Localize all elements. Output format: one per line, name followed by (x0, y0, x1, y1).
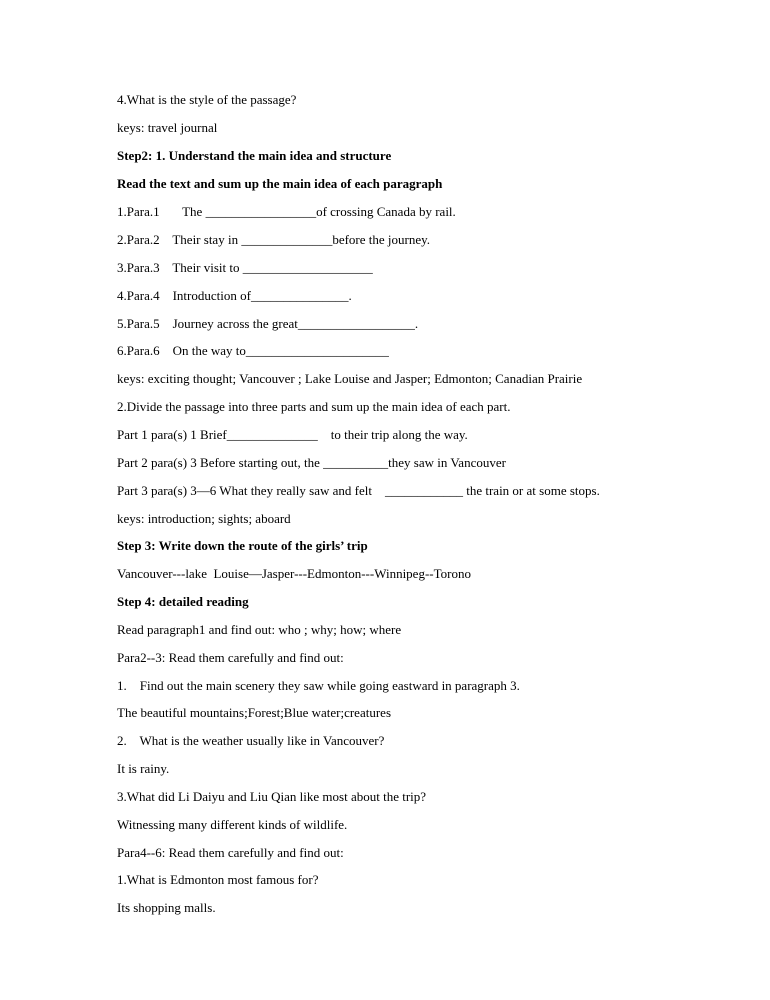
para-4-item: 4.Para.4 Introduction of_______________. (117, 288, 352, 303)
question-liked-most: 3.What did Li Daiyu and Liu Qian like most about the trip? (117, 789, 427, 804)
step2-heading: Step2: 1. Understand the main idea and structure (117, 148, 392, 163)
para4-6-instruction: Para4--6: Read them carefully and find out: (117, 845, 344, 860)
para-2-item: 2.Para.2 Their stay in ______________before the journey. (117, 232, 431, 247)
part-2-item: Part 2 para(s) 3 Before starting out, the __________they saw in Vancouver (117, 455, 506, 470)
divide-passage-instruction: 2.Divide the passage into three parts and sum up the main idea of each part. (117, 399, 511, 414)
keys-paragraphs: keys: exciting thought; Vancouver ; Lake Louise and Jasper; Edmonton; Canadian Prairie (117, 371, 583, 386)
route-text: Vancouver---lake Louise—Jasper---Edmonton---Winnipeg--Torono (117, 566, 471, 581)
answer-scenery: The beautiful mountains;Forest;Blue water;creatures (117, 705, 391, 720)
para-6-item: 6.Para.6 On the way to______________________ (117, 343, 389, 358)
step4-heading: Step 4: detailed reading (117, 594, 249, 609)
para-1-item: 1.Para.1 The _________________of crossing Canada by rail. (117, 204, 456, 219)
step3-heading: Step 3: Write down the route of the girls’ trip (117, 538, 368, 553)
question-weather: 2. What is the weather usually like in Vancouver? (117, 733, 385, 748)
key-travel-journal: keys: travel journal (117, 120, 218, 135)
main-idea-instruction: Read the text and sum up the main idea of each paragraph (117, 176, 443, 191)
question-scenery: 1. Find out the main scenery they saw while going eastward in paragraph 3. (117, 678, 520, 693)
paragraph1-instruction: Read paragraph1 and find out: who ; why; how; where (117, 622, 402, 637)
part-3-item: Part 3 para(s) 3—6 What they really saw and felt ____________ the train or at some stops. (117, 483, 600, 498)
question-4-style: 4.What is the style of the passage? (117, 92, 297, 107)
para2-3-instruction: Para2--3: Read them carefully and find out: (117, 650, 344, 665)
keys-parts: keys: introduction; sights; aboard (117, 511, 291, 526)
para-3-item: 3.Para.3 Their visit to ____________________ (117, 260, 373, 275)
answer-weather: It is rainy. (117, 761, 170, 776)
question-edmonton: 1.What is Edmonton most famous for? (117, 872, 319, 887)
para-5-item: 5.Para.5 Journey across the great__________________. (117, 316, 419, 331)
answer-wildlife: Witnessing many different kinds of wildlife. (117, 817, 348, 832)
part-1-item: Part 1 para(s) 1 Brief______________ to their trip along the way. (117, 427, 468, 442)
answer-shopping-malls: Its shopping malls. (117, 900, 216, 915)
